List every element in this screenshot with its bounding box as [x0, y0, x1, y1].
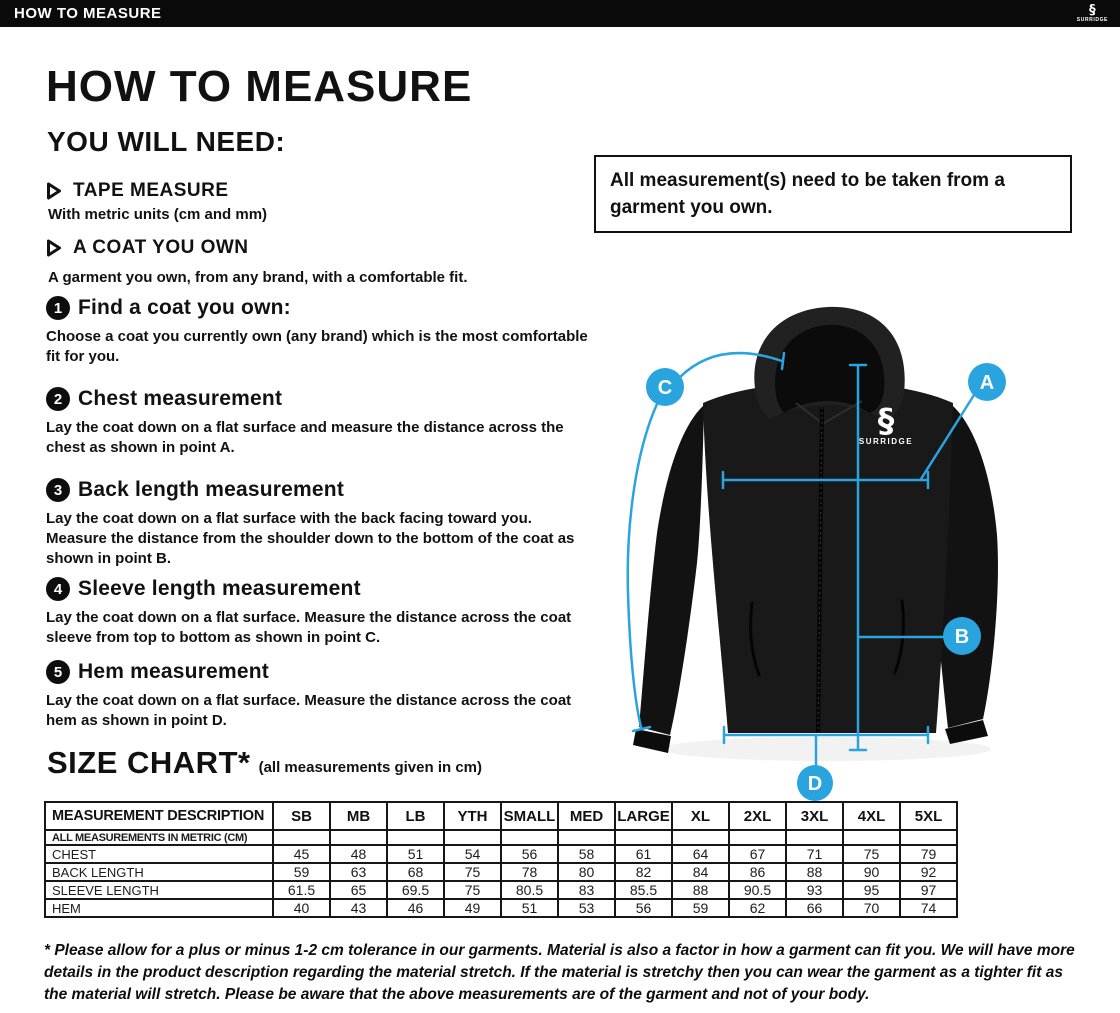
- row-label: CHEST: [45, 845, 273, 863]
- value-cell: 58: [558, 845, 615, 863]
- value-cell: 59: [273, 863, 330, 881]
- value-cell: 66: [786, 899, 843, 917]
- step-hem-measurement: [46, 660, 594, 731]
- step-title: Back length measurement: [78, 478, 345, 501]
- requirement-description: With metric units (cm and mm): [48, 206, 268, 223]
- column-header: LARGE: [615, 802, 672, 830]
- step-description: Lay the coat down on a flat surface with the back facing toward you. Measure the distance from the shoulder down to the bottom of the coat as shown in point B.: [46, 510, 575, 567]
- value-cell: 97: [900, 881, 957, 899]
- jacket-left-sleeve: [639, 405, 704, 735]
- empty-cell: [729, 830, 786, 845]
- value-cell: 75: [444, 863, 501, 881]
- value-cell: 82: [615, 863, 672, 881]
- value-cell: 88: [786, 863, 843, 881]
- column-header: 3XL: [786, 802, 843, 830]
- step-number-badge: 4: [46, 577, 70, 601]
- requirement-description: A garment you own, from any brand, with a comfortable fit.: [48, 269, 468, 286]
- column-header: MB: [330, 802, 387, 830]
- row-label: SLEEVE LENGTH: [45, 881, 273, 899]
- column-header: XL: [672, 802, 729, 830]
- step-sleeve-length-measurement: [46, 577, 594, 648]
- page-title: HOW TO MEASURE: [46, 62, 473, 111]
- size-chart-heading: [47, 745, 482, 781]
- value-cell: 69.5: [387, 881, 444, 899]
- column-header: LB: [387, 802, 444, 830]
- jacket-illustration: [633, 307, 998, 761]
- value-cell: 70: [843, 899, 900, 917]
- size-chart-subtitle: (all measurements given in cm): [258, 759, 482, 776]
- value-cell: 71: [786, 845, 843, 863]
- step-number-badge: 3: [46, 478, 70, 502]
- empty-cell: [843, 830, 900, 845]
- empty-cell: [672, 830, 729, 845]
- jacket-logo-s-icon: §: [877, 401, 895, 440]
- value-cell: 51: [501, 899, 558, 917]
- metric-note-row: [45, 830, 957, 845]
- value-cell: 49: [444, 899, 501, 917]
- size-chart-title: SIZE CHART*: [47, 745, 251, 780]
- value-cell: 74: [900, 899, 957, 917]
- step-title: Chest measurement: [78, 387, 283, 410]
- column-header: 4XL: [843, 802, 900, 830]
- surridge-logo: [1077, 4, 1108, 23]
- size-table: [44, 801, 958, 918]
- value-cell: 45: [273, 845, 330, 863]
- jacket-measurement-figure: [600, 283, 1120, 803]
- empty-cell: [501, 830, 558, 845]
- value-cell: 54: [444, 845, 501, 863]
- value-cell: 78: [501, 863, 558, 881]
- requirement-tape-measure: [46, 180, 606, 223]
- jacket-logo-text: SURRIDGE: [858, 437, 914, 446]
- jacket-shadow: [661, 737, 991, 761]
- table-row: [45, 863, 957, 881]
- value-cell: 46: [387, 899, 444, 917]
- step-description: Choose a coat you currently own (any brand) which is the most comfortable fit for you.: [46, 328, 588, 365]
- value-cell: 65: [330, 881, 387, 899]
- metric-note-label: ALL MEASUREMENTS IN METRIC (CM): [45, 830, 273, 845]
- column-header: YTH: [444, 802, 501, 830]
- step-description: Lay the coat down on a flat surface and measure the distance across the chest as shown in point A.: [46, 419, 564, 456]
- step-description: Lay the coat down on a flat surface. Measure the distance across the coat sleeve from top to bottom as shown in point C.: [46, 609, 572, 646]
- empty-cell: [444, 830, 501, 845]
- jacket-body: [703, 383, 953, 733]
- value-cell: 67: [729, 845, 786, 863]
- topbar-title: HOW TO MEASURE: [14, 5, 162, 22]
- value-cell: 68: [387, 863, 444, 881]
- measurement-note-text: All measurement(s) need to be taken from a garment you own.: [610, 170, 1005, 218]
- value-cell: 61.5: [273, 881, 330, 899]
- value-cell: 59: [672, 899, 729, 917]
- step-number-badge: 1: [46, 296, 70, 320]
- table-header-row: [45, 802, 957, 830]
- row-label: BACK LENGTH: [45, 863, 273, 881]
- value-cell: 86: [729, 863, 786, 881]
- top-bar: [0, 0, 1120, 27]
- value-cell: 84: [672, 863, 729, 881]
- tolerance-footnote: * Please allow for a plus or minus 1-2 cm tolerance in our garments. Material is also a factor in how a garment can fit you. We will have more details in the product description regarding the material stretch. If the material is stretchy then you can wear the garment as a tighter fit as the material will stretch. Please be aware that the above measurements are of the garment and not of your body.: [44, 942, 1075, 1003]
- value-cell: 92: [900, 863, 957, 881]
- value-cell: 53: [558, 899, 615, 917]
- value-cell: 85.5: [615, 881, 672, 899]
- empty-cell: [900, 830, 957, 845]
- column-header: MED: [558, 802, 615, 830]
- step-back-length-measurement: [46, 478, 594, 569]
- value-cell: 43: [330, 899, 387, 917]
- empty-cell: [387, 830, 444, 845]
- value-cell: 61: [615, 845, 672, 863]
- column-header: 5XL: [900, 802, 957, 830]
- column-header: 2XL: [729, 802, 786, 830]
- table-row: [45, 899, 957, 917]
- value-cell: 62: [729, 899, 786, 917]
- marker-a-label: A: [979, 372, 995, 394]
- you-will-need-heading: YOU WILL NEED:: [47, 126, 286, 157]
- value-cell: 63: [330, 863, 387, 881]
- empty-cell: [330, 830, 387, 845]
- value-cell: 56: [615, 899, 672, 917]
- table-row: [45, 845, 957, 863]
- step-title: Hem measurement: [78, 660, 269, 683]
- value-cell: 75: [444, 881, 501, 899]
- step-description: Lay the coat down on a flat surface. Measure the distance across the coat hem as shown in point D.: [46, 692, 572, 729]
- column-header: SB: [273, 802, 330, 830]
- value-cell: 48: [330, 845, 387, 863]
- requirement-label: A COAT YOU OWN: [73, 237, 249, 258]
- triangle-bullet-icon: [46, 239, 62, 257]
- step-chest-measurement: [46, 387, 594, 458]
- marker-b-label: B: [954, 626, 970, 648]
- column-header: SMALL: [501, 802, 558, 830]
- value-cell: 83: [558, 881, 615, 899]
- empty-cell: [615, 830, 672, 845]
- step-number-badge: 5: [46, 660, 70, 684]
- surridge-logo-text: SURRIDGE: [1076, 17, 1108, 23]
- value-cell: 64: [672, 845, 729, 863]
- value-cell: 75: [843, 845, 900, 863]
- jacket-diagram: [600, 283, 1120, 803]
- value-cell: 51: [387, 845, 444, 863]
- requirement-label: TAPE MEASURE: [73, 180, 229, 201]
- value-cell: 80: [558, 863, 615, 881]
- requirement-coat: [46, 237, 606, 286]
- value-cell: 90: [843, 863, 900, 881]
- step-number-badge: 2: [46, 387, 70, 411]
- value-cell: 80.5: [501, 881, 558, 899]
- value-cell: 56: [501, 845, 558, 863]
- marker-d-label: D: [807, 773, 823, 795]
- value-cell: 88: [672, 881, 729, 899]
- surridge-s-icon: §: [1089, 3, 1096, 18]
- triangle-bullet-icon: [46, 182, 62, 200]
- measurement-note-box: [594, 155, 1072, 233]
- row-label: HEM: [45, 899, 273, 917]
- empty-cell: [273, 830, 330, 845]
- table-row: [45, 881, 957, 899]
- empty-cell: [558, 830, 615, 845]
- value-cell: 79: [900, 845, 957, 863]
- column-header: MEASUREMENT DESCRIPTION: [45, 802, 273, 830]
- step-find-a-coat: [46, 296, 594, 367]
- empty-cell: [786, 830, 843, 845]
- value-cell: 95: [843, 881, 900, 899]
- value-cell: 93: [786, 881, 843, 899]
- value-cell: 90.5: [729, 881, 786, 899]
- step-title: Find a coat you own:: [78, 296, 291, 319]
- value-cell: 40: [273, 899, 330, 917]
- marker-c-label: C: [657, 377, 673, 399]
- step-title: Sleeve length measurement: [78, 577, 361, 600]
